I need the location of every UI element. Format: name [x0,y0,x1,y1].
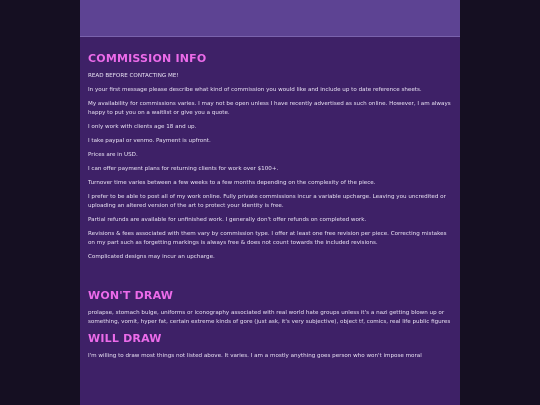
commission-paragraph: In your first message please describe what kind of commission you would like and include up to date reference sheets. [88,87,422,93]
will-draw-heading: WILL DRAW [88,332,162,345]
commission-page [80,0,460,405]
commission-paragraph: Prices are in USD. [88,152,138,158]
commission-paragraph: Turnover time varies between a few weeks to a few months depending on the complexity of the piece. [88,180,376,186]
commission-info-heading: COMMISSION INFO [88,52,207,65]
page-content [80,37,460,361]
wont-draw-text: prolapse, stomach bulge, uniforms or iconography associated with real world hate groups unless it's a nazi getting blown up or something, vomit, hyper fat, certain extreme kinds of gore (just ask, it's very subjective), object tf, comics, real life public figures [88,310,451,325]
commission-paragraph: My availability for commissions varies. I may not be open unless I have recently advertised as such online. However, I am always happy to put you on a waitlist or give you a quote. [88,101,451,116]
commission-paragraph: I only work with clients age 18 and up. [88,124,197,130]
will-draw-text: I'm willing to draw most things not listed above. It varies. I am a mostly anything goes person who won't impose moral [88,353,422,359]
commission-paragraph: Complicated designs may incur an upcharge. [88,254,215,260]
header-banner [80,0,460,37]
wont-draw-heading: WON'T DRAW [88,289,174,302]
commission-paragraph: I prefer to be able to post all of my work online. Fully private commissions incur a variable upcharge. Leaving you uncredited or uploading an altered version of the art to protect your identity is free. [88,194,446,209]
commission-paragraph: Revisions & fees associated with them vary by commission type. I offer at least one free revision per piece. Correcting mistakes on my part such as forgetting markings is always free & does not count towards the included revisions. [88,231,447,246]
commission-paragraph: READ BEFORE CONTACTING ME! [88,73,179,79]
section-spacer [88,262,452,289]
commission-paragraph: Partial refunds are available for unfinished work. I generally don't offer refunds on completed work. [88,217,367,223]
commission-paragraph: I can offer payment plans for returning clients for work over $100+. [88,166,279,172]
commission-paragraph: I take paypal or venmo. Payment is upfront. [88,138,211,144]
